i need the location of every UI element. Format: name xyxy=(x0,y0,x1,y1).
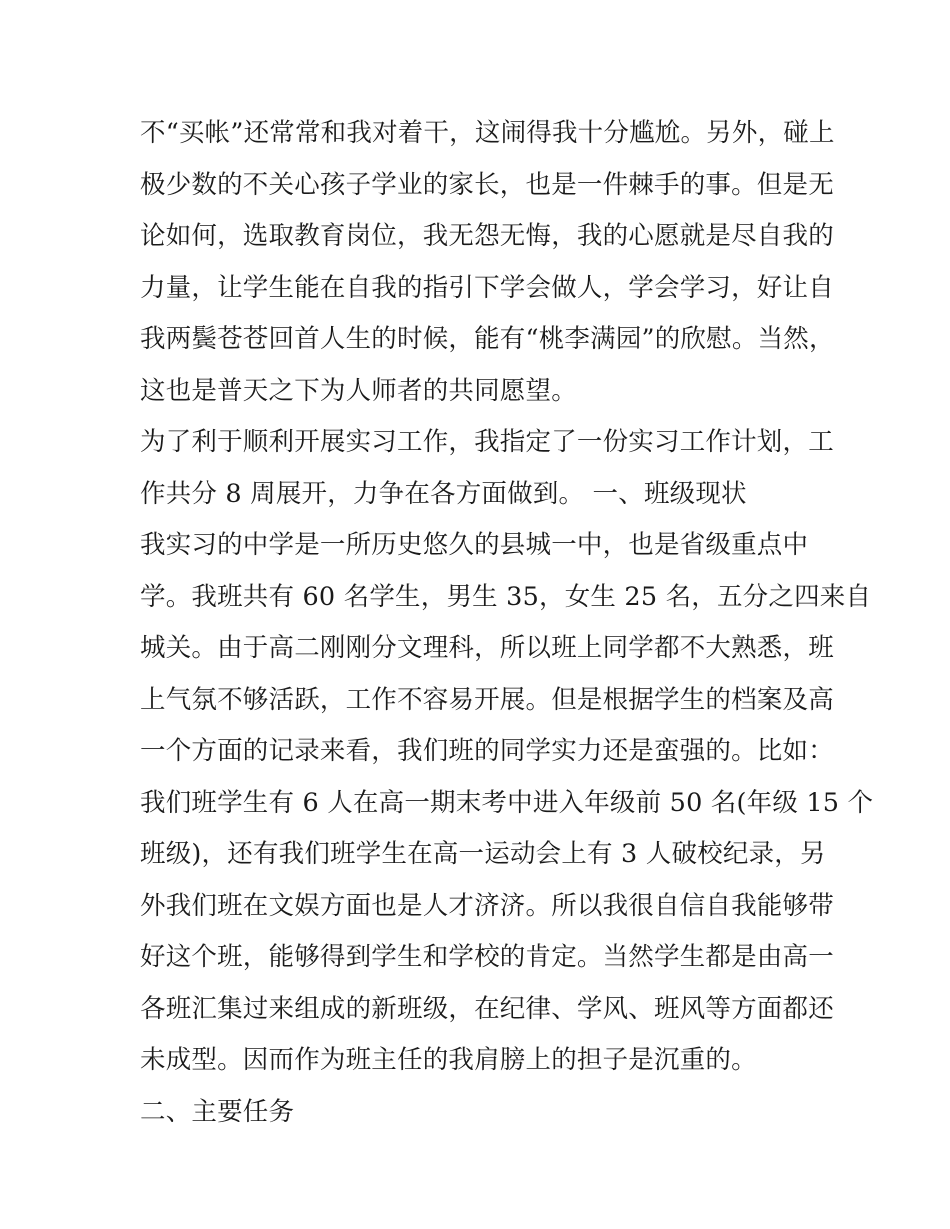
text-line: 学。我班共有 60 名学生，男生 35，女生 25 名，五分之四来自 xyxy=(140,581,872,612)
text-line: 我实习的中学是一所历史悠久的县城一中，也是省级重点中 xyxy=(140,530,809,560)
text-line: 一个方面的记录来看，我们班的同学实力还是蛮强的。比如： xyxy=(140,736,834,766)
text-line: 外我们班在文娱方面也是人才济济。所以我很自信自我能够带 xyxy=(140,890,834,921)
text-line: 好这个班，能够得到学生和学校的肯定。当然学生都是由高一 xyxy=(140,942,834,972)
text-line: 论如何，选取教育岗位，我无怨无悔，我的心愿就是尽自我的 xyxy=(140,221,834,251)
text-line: 城关。由于高二刚刚分文理科，所以班上同学都不大熟悉，班 xyxy=(140,633,834,663)
text-line: 上气氛不够活跃，工作不容易开展。但是根据学生的档案及高 xyxy=(140,684,834,715)
section-heading: 二、主要任务 xyxy=(140,1096,295,1127)
text-line: 班级)，还有我们班学生在高一运动会上有 3 人破校纪录，另 xyxy=(140,839,826,869)
text-line: 我两鬓苍苍回首人生的时候，能有“桃李满园”的欣慰。当然， xyxy=(140,324,835,354)
text-line: 我们班学生有 6 人在高一期末考中进入年级前 50 名(年级 15 个 xyxy=(140,787,874,818)
text-line: 不“买帐”还常常和我对着干，这闹得我十分尴尬。另外，碰上 xyxy=(140,118,835,148)
text-line: 为了利于顺利开展实习工作，我指定了一份实习工作计划，工 xyxy=(140,427,834,457)
body-text xyxy=(140,108,874,1138)
text-line: 这也是普天之下为人师者的共同愿望。 xyxy=(140,375,577,406)
text-line: 未成型。因而作为班主任的我肩膀上的担子是沉重的。 xyxy=(140,1045,757,1075)
text-line: 各班汇集过来组成的新班级，在纪律、学风、班风等方面都还 xyxy=(140,993,834,1024)
text-line: 作共分 8 周展开，力争在各方面做到。 一、班级现状 xyxy=(140,478,747,509)
text-line: 力量，让学生能在自我的指引下学会做人，学会学习，好让自 xyxy=(140,272,834,303)
text-line: 极少数的不关心孩子学业的家长，也是一件棘手的事。但是无 xyxy=(140,169,834,200)
